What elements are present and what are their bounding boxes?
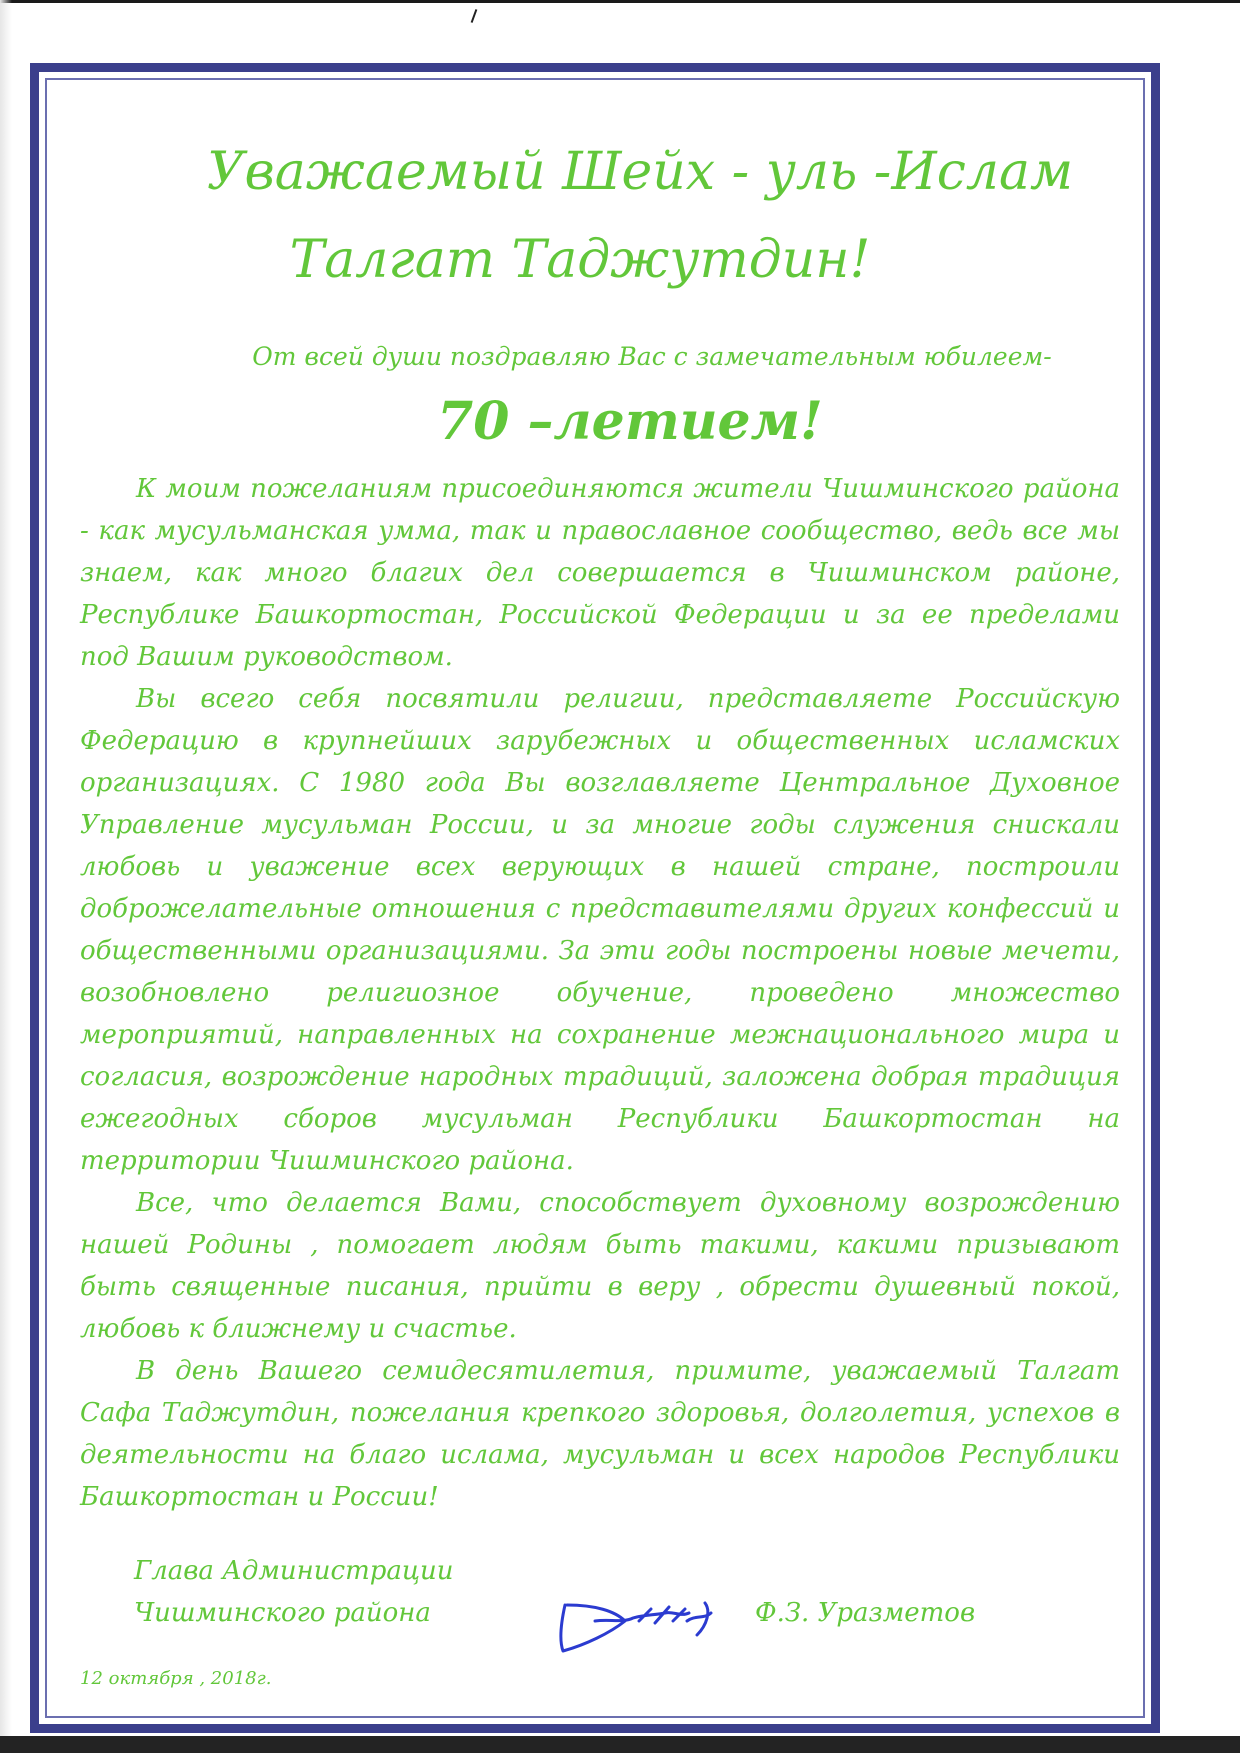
- paragraph-1: К моим пожеланиям присоединяются жители Чишминского района - как мусульманская умма, так и православное сообщество, ведь все мы знаем, как много благих дел совершается в Чишминском районе, Республике Башкортостан, Российской Федерации и за ее пределами под Вашим руководством.: [80, 474, 1120, 672]
- paragraph-3: Все, что делается Вами, способствует духовному возрождению нашей Родины , помогает людям быть такими, какими призывают быть священные писания, прийти в веру , обрести душевный покой, любовь к ближнему и счастье.: [80, 1188, 1120, 1344]
- jubilee-line: 70 –летием!: [437, 391, 823, 452]
- letter-date: 12 октября , 2018г.: [80, 1668, 272, 1689]
- title-line-2: Талгат Таджутдин!: [289, 230, 871, 290]
- scan-bottom-edge: [0, 1736, 1240, 1753]
- signer-name: Ф.З. Уразметов: [755, 1598, 976, 1628]
- paragraph-2: Вы всего себя посвятили религии, представляете Российскую Федерацию в крупнейших зарубежных и общественных исламских организациях. С 1980 года Вы возглавляете Центральное Духовное Управление мусульман России, и за многие годы служения снискали любовь и уважение всех верующих в нашей стране, построили доброжелательные отношения с представителями других конфессий и общественными организациями. За эти годы построены новые мечети, возобновлено религиозное обучение, проведено множество мероприятий, направленных на сохранение межнационального мира и согласия, возрождение народных традиций, заложена добрая традиция ежегодных сборов мусульман Республики Башкортостан на территории Чишминского района.: [80, 684, 1120, 1176]
- greeting-line: От всей души поздравляю Вас с замечательным юбилеем-: [252, 342, 1052, 371]
- handwritten-signature: [555, 1585, 755, 1655]
- title-line-1: Уважаемый Шейх - уль -Ислам: [206, 142, 1074, 202]
- paragraph-4: В день Вашего семидесятилетия, примите, уважаемый Талгат Сафа Таджутдин, пожелания крепкого здоровья, долголетия, успехов в деятельности на благо ислама, мусульман и всех народов Республики Башкортостан и России!: [80, 1356, 1120, 1512]
- letter-body: [80, 468, 1120, 1518]
- signature-title-line-1: Глава Администрации: [134, 1556, 454, 1586]
- signature-title-line-2: Чишминского района: [134, 1598, 431, 1628]
- signature-title: [134, 1550, 454, 1634]
